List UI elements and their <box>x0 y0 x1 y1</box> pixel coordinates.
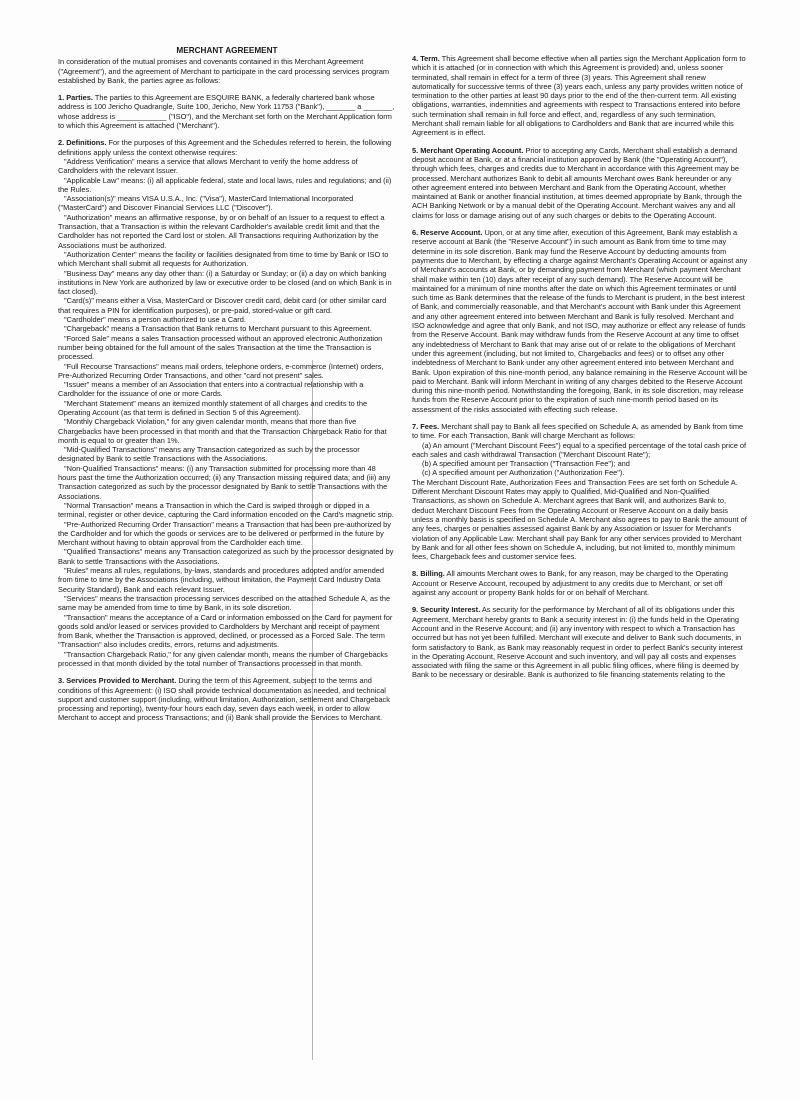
section-label: 5. Merchant Operating Account. <box>412 145 524 155</box>
section-text: All amounts Merchant owes to Bank, for any reason, may be charged to the Operating Account or Reserve Account, recouped by adjustment to any credits due to Merchant, or set off against any account or property Bank holds for or on behalf of Merchant. <box>412 569 728 598</box>
fees-item-c: (c) A specified amount per Authorization ("Authorization Fee"). <box>422 468 625 478</box>
definition-item: "Issuer" means a member of an Association that enters into a contractual relationship with a Cardholder for the issuance of one or more Cards. <box>58 380 364 399</box>
right-column <box>412 54 748 688</box>
definition-item: "Card(s)" means either a Visa, MasterCard or Discover credit card, debit card (or other similar card that requires a PIN for identification purposes), or pre-paid, stored-value or gift card. <box>58 296 387 315</box>
section-label: 7. Fees. <box>412 421 440 431</box>
section-text: For the purposes of this Agreement and the Schedules referred to herein, the following definitions apply unless the context otherwise requires: <box>58 138 392 157</box>
section-text: Prior to accepting any Cards, Merchant shall establish a demand deposit account at Bank, or at a financial institution approved by Bank (the "Operating Account"), through which fees, charges and credits due to Merchant in accordance with this Agreement may be processed. Merchant authorizes Bank to debit all amounts Merchant owes Bank hereunder or any other agreement entered into between Merchant and Bank from the Operating Account, whether maintained at Bank or another financial institution, at times deemed appropriate by Bank, through the ACH Banking Network or by a manual debit of the Operating Account. Merchant waives any and all claims for loss or damage arising out of any such charges or debits to the Operating Account. <box>412 145 742 220</box>
section-term <box>412 54 748 138</box>
fees-item-a: (a) An amount ("Merchant Discount Fees") equal to a specified percentage of the total cash price of each sales and cash withdrawal Transaction ("Merchant Discount Rate"); <box>412 440 747 459</box>
section-label: 9. Security Interest. <box>412 605 481 615</box>
definition-item: "Address Verification" means a service that allows Merchant to verify the home address of Cardholders with the relevant Issuer. <box>58 156 358 176</box>
definition-item: "Full Recourse Transactions" means mail orders, telephone orders, e-commerce (Internet) orders, Pre-Authorized Recurring Order Transactions, and other "card not present" sales. <box>58 361 384 380</box>
section-text: Merchant shall pay to Bank all fees specified on Schedule A, as amended by Bank from time to time. For each Transaction, Bank will charge Merchant as follows: <box>412 421 744 441</box>
definition-item: "Normal Transaction" means a Transaction in which the Card is swiped through or dipped in a terminal, register or other device, capturing the Card information encoded on the Card's magnetic strip. <box>58 500 394 520</box>
section-reserve-account <box>412 228 748 414</box>
left-column <box>58 46 396 731</box>
definition-item: "Authorization" means an affirmative response, by or on behalf of an Issuer to a request to effect a Transaction, that a Transaction is within the relevant Cardholder's available credit limit and that the Cardholder has not reported the Card lost or stolen. All Transactions requiring Authorization by the Associations must be authorized. <box>58 212 385 250</box>
section-definitions <box>58 138 396 668</box>
definition-item: "Association(s)" means VISA U.S.A., Inc. ("Visa"), MasterCard International Incorporated ("MasterCard") and Discover Financial Services LLC ("Discover"). <box>58 194 354 213</box>
definitions-list <box>58 157 396 668</box>
section-billing <box>412 569 748 597</box>
section-fees <box>412 422 748 561</box>
intro-paragraph: In consideration of the mutual promises and covenants contained in this Merchant Agreement ("Agreement"), and the agreement of Merchant to participate in the card processing services program established by Bank, the parties agree as follows: <box>58 57 390 85</box>
definition-item: "Services" means the transaction processing services described on the attached Schedule A, as the same may be amended from time to time by Bank, in its sole discretion. <box>58 593 391 613</box>
section-label: 3. Services Provided to Merchant. <box>58 676 177 686</box>
section-parties <box>58 93 396 130</box>
definition-item: "Forced Sale" means a sales Transaction processed without an approved electronic Authorization number being obtained for the full amount of the sales Transaction at the time the Transaction is processed. <box>58 333 383 362</box>
definition-item: "Transaction" means the acceptance of a Card or information embossed on the Card for payment for goods sold and/or leased or services provided to Cardholders by Merchant and receipt of payment from Bank, whether the Transaction is approved, declined, or processed as a Forced Sale. The term "Transaction" also includes credits, errors, returns and adjustments. <box>58 612 393 650</box>
section-operating-account <box>412 146 748 220</box>
definition-item: "Qualified Transactions" means any Transaction categorized as such by the processor designated by Bank to settle Transactions with the Associations. <box>58 547 394 566</box>
definition-item: "Cardholder" means a person authorized to use a Card. <box>64 315 246 325</box>
section-text: The parties to this Agreement are ESQUIRE BANK, a federally chartered bank whose address is 100 Jericho Quadrangle, Suite 100, Jericho, New York 11753 ("Bank"), _______ a _______, whose address is ____________ ("ISO"), and the Merchant set forth on the Merchant Application form to which this Agreement is attached ("Merchant"). <box>58 93 395 131</box>
definitions-lead <box>58 138 396 157</box>
definition-item: "Authorization Center" means the facility or facilities designated from time to time by Bank or ISO to which Merchant shall submit all requests for Authorization. <box>58 249 389 269</box>
definition-item: "Pre-Authorized Recurring Order Transaction" means a Transaction that has been pre-authorized by the Cardholder and for which the goods or services are to be delivered or performed in the future by Merchant without having to obtain approval from the Cardholder each time. <box>58 519 391 548</box>
definition-item: "Applicable Law" means: (i) all applicable federal, state and local laws, rules and regulations; and (ii) the Rules. <box>58 175 392 194</box>
fees-lead <box>412 422 748 441</box>
section-label: 2. Definitions. <box>58 138 107 148</box>
definition-item: "Chargeback" means a Transaction that Bank returns to Merchant pursuant to this Agreement. <box>64 324 372 334</box>
section-label: 6. Reserve Account. <box>412 228 483 238</box>
definition-item: "Merchant Statement" means an itemized monthly statement of all charges and credits to the Operating Account (as that term is defined in Section 5 of this Agreement). <box>58 398 368 417</box>
fees-details: The Merchant Discount Rate, Authorization Fees and Transaction Fees are set forth on Schedule A. Different Merchant Discount Rates may apply to Qualified, Mid-Qualified and Non-Qualified Transactions, as shown on Schedule A. Merchant agrees that Bank will, and authorizes Bank to, deduct Merchant Discount Fees from the Operating Account or Reserve Account on a daily basis unless a monthly basis is specified on Schedule A. Merchant also agrees to pay to Bank the amount of any fees, charges or penalties assessed against Bank by any Association or Issuer for Merchant's violation of any Applicable Law. Merchant shall pay Bank for any other services provided to Merchant by Bank and for all other fees shown on Schedule A, including, but not limited to, monthly minimum fees, Chargeback fees and customer service fees. <box>412 477 747 562</box>
document-title: MERCHANT AGREEMENT <box>176 46 278 55</box>
definition-item: "Transaction Chargeback Ratio," for any given calendar month, means the number of Chargebacks processed in that month divided by the total number of Transactions processed in that month. <box>58 649 388 668</box>
section-label: 1. Parties. <box>58 93 93 103</box>
section-text: This Agreement shall become effective when all parties sign the Merchant Application form to which it is attached (or in connection with which this Agreement is provided) and, unless sooner terminated, shall remain in effect for a term of three (3) years. This Agreement shall renew automatically for successive terms of three (3) years each, unless any party provides written notice of termination to the other parties at least 90 days prior to the end of the then-current term. All existing obligations, warranties, indemnities and agreements with respect to Transactions entered into before such termination shall remain in full force and effect, and, regardless of any such termination, Merchant shall remain liable for all obligations to Cardholders and Bank that are incurred while this Agreement is in effect. <box>412 54 746 138</box>
definition-item: "Mid-Qualified Transactions" means any Transaction categorized as such by the processor designated by Bank to settle Transactions with the Associations. <box>58 445 360 464</box>
section-security-interest <box>412 605 748 679</box>
section-text: As security for the performance by Merchant of all of its obligations under this Agreement, Merchant hereby grants to Bank a security interest in: (i) the funds held in the Operating Account and in the Reserve Account; and (ii) any inventory with respect to which a Transaction has occurred but has not yet been fulfilled. Merchant will execute and deliver to Bank such documents, in form satisfactory to Bank, as Bank may reasonably request in order to perfect Bank's security interest in the Operating Account, Reserve Account and such inventory, and will pay all costs and expenses associated with filing the same or this Agreement in all public filing offices, where filing is deemed by Bank to be necessary or desirable. Bank is authorized to file financing statements relating to the <box>412 605 743 680</box>
section-text: During the term of this Agreement, subject to the terms and conditions of this Agreement: (i) ISO shall provide technical documentation as needed, and technical support and customer support (including, without limitation, Authorization, settlement and Chargeback processing and reporting), twenty-four hours each day, seven days each week, in order to allow Merchant to accept and process Transactions; and (ii) Bank shall provide the Services to Merchant. <box>58 676 390 723</box>
section-label: 4. Term. <box>412 54 440 63</box>
definition-item: "Business Day" means any day other than: (i) a Saturday or Sunday; or (ii) a day on which banking institutions in New York are authorized by law or executive order to be closed (and on which Bank is in fact closed). <box>58 268 392 297</box>
section-services <box>58 676 396 722</box>
section-text: Upon, or at any time after, execution of this Agreement, Bank may establish a reserve account at Bank (the "Reserve Account") in such amount as Bank from time to time may determine in its sole discretion. Bank may fund the Reserve Account by deducting amounts from payments due to Merchant, by effecting a charge against Merchant's Operating Account or against any of Merchant's accounts at Bank, or by demanding payment from Merchant (which payment Merchant shall make within ten (10) days after receipt of any such demand). The Reserve Account will be maintained for a minimum of nine months after the date on which this Agreement terminates or until such time as Bank determines that the release of the funds to Merchant is prudent, in the best interest of Bank, and commercially reasonable, and that Merchant's account with Bank under this Agreement and any other agreement entered into between Merchant and Bank is fully resolved. Merchant and ISO acknowledge and agree that only Bank, and not ISO, may authorize or effect any release of funds from the Reserve Account. Bank may withdraw funds from the Reserve Account at any time to offset any indebtedness of Merchant to Bank that may arise out of or relate to the obligations of Merchant under this agreement (including, but not limited to, Chargebacks and fees) or to offset any other indebtedness of Merchant to Bank under any other agreement entered into between Merchant and Bank. Upon expiration of this nine-month period, any balance remaining in the Reserve Account will be paid to Merchant. Bank will inform Merchant in writing of any charges debited to the Reserve Account during this nine-month period. Notwithstanding the foregoing, Bank, in its sole discretion, may release funds from the Reserve Account prior to the expiration of such nine-month period based on its assessment of the risks associated with effecting such release. <box>412 228 748 414</box>
fees-item-b: (b) A specified amount per Transaction ("Transaction Fee"); and <box>422 459 630 469</box>
definition-item: "Rules" means all rules, regulations, by-laws, standards and procedures adopted and/or amended from time to time by the Associations (including, without limitation, the Payment Card Industry Data Security Standard), Bank and each relevant Issuer. <box>58 566 384 594</box>
definition-item: "Non-Qualified Transactions" means: (i) any Transaction submitted for processing more than 48 hours past the time the Authorization occurred; (ii) any Transaction missing required data; and (iii) any Transaction categorized as such by the processor designated by Bank to settle Transactions with the Associations. <box>58 463 391 501</box>
definition-item: "Monthly Chargeback Violation," for any given calendar month, means that more than five Chargebacks have been processed in that month and that the Transaction Chargeback Ratio for that month is equal to or greater than 1%. <box>58 417 387 445</box>
section-label: 8. Billing. <box>412 569 445 579</box>
